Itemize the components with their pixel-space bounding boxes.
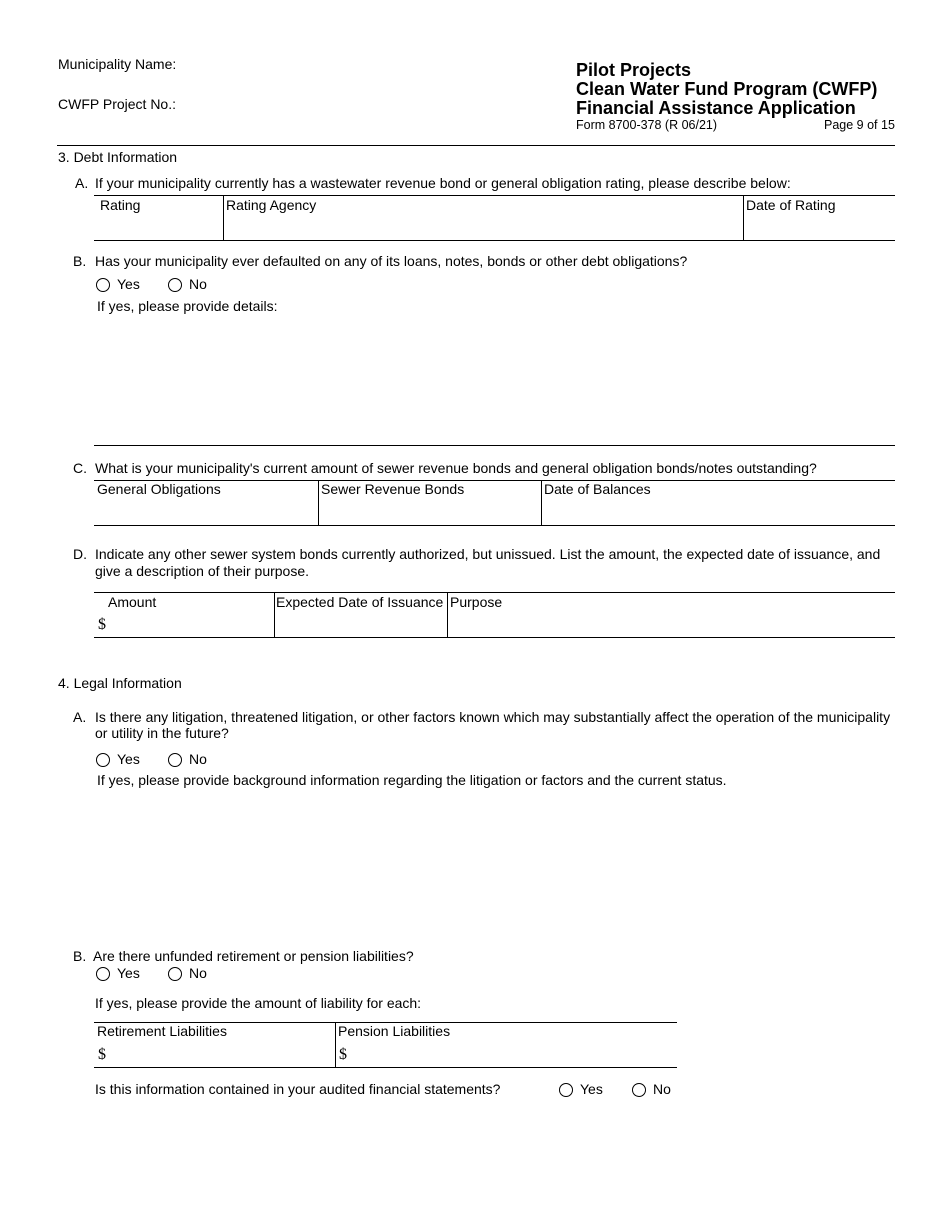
section3-d-letter: D. (73, 546, 87, 562)
litigation-yes-radio[interactable] (96, 753, 110, 767)
litigation-no-radio[interactable] (168, 753, 182, 767)
section3-d-question-line2: give a description of their purpose. (95, 563, 310, 579)
section4-b-question: Are there unfunded retirement or pension liabilities? (93, 948, 414, 964)
default-no-label: No (189, 276, 207, 292)
retirement-currency-symbol: $ (98, 1046, 106, 1063)
default-no-radio[interactable] (168, 278, 182, 292)
section4-a-question-line1: Is there any litigation, threatened litigation, or other factors known which may substantially affect the operation of the municipality (95, 709, 891, 725)
sewer-revenue-bonds-input[interactable] (319, 499, 540, 524)
rating-column-header: Rating (100, 197, 141, 213)
rating-agency-input[interactable] (224, 214, 742, 239)
municipality-name-field[interactable] (180, 52, 540, 74)
unfunded-yes-radio[interactable] (96, 967, 110, 981)
audited-statements-question: Is this information contained in your audited financial statements? (95, 1081, 501, 1097)
date-of-rating-column-header: Date of Rating (746, 197, 836, 213)
amount-input[interactable] (110, 613, 273, 636)
date-of-rating-input[interactable] (744, 214, 894, 239)
retirement-liabilities-input[interactable] (110, 1043, 334, 1066)
section4-heading: 4. Legal Information (58, 675, 182, 691)
unfunded-yes-label: Yes (117, 965, 140, 981)
rating-agency-column-header: Rating Agency (226, 197, 317, 213)
section3-a-question: If your municipality currently has a wastewater revenue bond or general obligation rating, please describe below: (95, 175, 791, 191)
purpose-input[interactable] (448, 613, 894, 636)
default-yes-radio[interactable] (96, 278, 110, 292)
page-number: Page 9 of 15 (824, 118, 895, 132)
liability-amount-label: If yes, please provide the amount of liability for each: (95, 995, 422, 1011)
litigation-details-textarea[interactable] (95, 792, 895, 932)
rating-input[interactable] (95, 214, 222, 239)
retirement-liabilities-column-header: Retirement Liabilities (97, 1023, 227, 1039)
amount-column-header: Amount (108, 594, 157, 610)
amount-currency-symbol: $ (98, 616, 106, 633)
pension-currency-symbol: $ (339, 1046, 347, 1063)
pension-liabilities-input[interactable] (350, 1043, 676, 1066)
section3-b-question: Has your municipality ever defaulted on any of its loans, notes, bonds or other debt obligations? (95, 253, 688, 269)
litigation-details-label: If yes, please provide background information regarding the litigation or factors and the current status. (97, 772, 727, 788)
section3-heading: 3. Debt Information (58, 149, 178, 165)
section4-a-letter: A. (73, 709, 87, 725)
litigation-no-label: No (189, 751, 207, 767)
header-divider (57, 145, 895, 146)
section4-b-letter: B. (73, 948, 87, 964)
default-details-bottom-line (94, 445, 895, 446)
form-title-line2: Clean Water Fund Program (CWFP) (576, 79, 878, 99)
expected-date-input[interactable] (275, 613, 446, 636)
unfunded-no-label: No (189, 965, 207, 981)
sewer-revenue-bonds-column-header: Sewer Revenue Bonds (321, 481, 465, 497)
audited-no-label: No (653, 1081, 671, 1097)
form-title-line3: Financial Assistance Application (576, 98, 856, 118)
litigation-yes-label: Yes (117, 751, 140, 767)
date-of-balances-input[interactable] (542, 499, 894, 524)
municipality-name-label: Municipality Name: (58, 56, 177, 72)
unfunded-no-radio[interactable] (168, 967, 182, 981)
section4-a-question-line2: or utility in the future? (95, 725, 229, 741)
section3-d-question-line1: Indicate any other sewer system bonds currently authorized, but unissued. List the amount, the expected date of issuance, and (95, 546, 881, 562)
general-obligations-input[interactable] (95, 499, 317, 524)
section3-c-letter: C. (73, 460, 87, 476)
audited-no-radio[interactable] (632, 1083, 646, 1097)
cwfp-project-no-field[interactable] (180, 92, 540, 114)
form-number: Form 8700-378 (R 06/21) (576, 118, 718, 132)
date-of-balances-column-header: Date of Balances (544, 481, 651, 497)
audited-yes-radio[interactable] (559, 1083, 573, 1097)
audited-yes-label: Yes (580, 1081, 603, 1097)
default-details-label: If yes, please provide details: (97, 298, 278, 314)
pension-liabilities-column-header: Pension Liabilities (338, 1023, 451, 1039)
section3-c-question: What is your municipality's current amount of sewer revenue bonds and general obligation bonds/notes outstanding? (95, 460, 817, 476)
default-details-textarea[interactable] (95, 318, 895, 444)
section3-b-letter: B. (73, 253, 87, 269)
cwfp-project-no-label: CWFP Project No.: (58, 96, 176, 112)
purpose-column-header: Purpose (450, 594, 503, 610)
expected-date-column-header: Expected Date of Issuance (276, 594, 444, 610)
section3-a-letter: A. (75, 175, 89, 191)
general-obligations-column-header: General Obligations (97, 481, 221, 497)
form-title-line1: Pilot Projects (576, 60, 692, 80)
default-yes-label: Yes (117, 276, 140, 292)
